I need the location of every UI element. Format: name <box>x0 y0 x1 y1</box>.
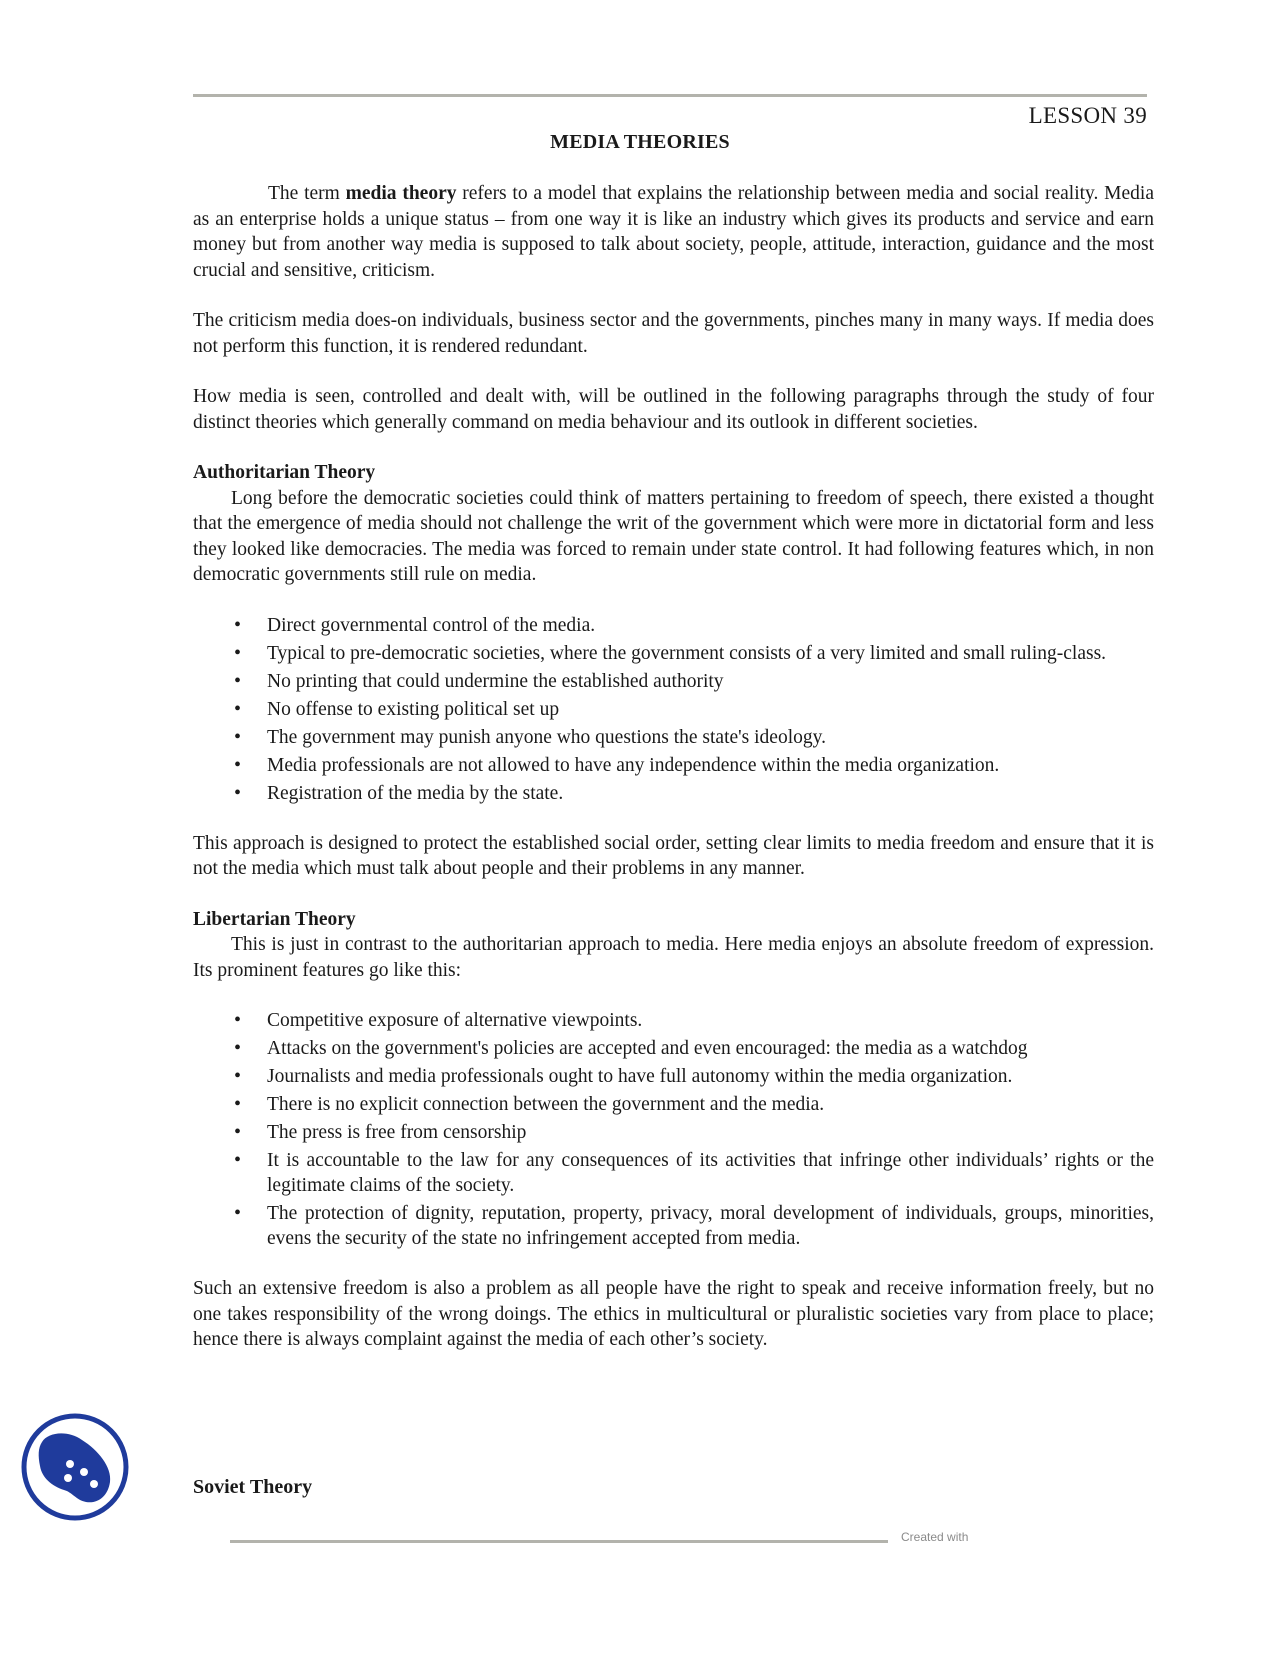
list-item: • Attacks on the government's policies are accepted and even encouraged: the media as a watchdog <box>193 1036 1154 1061</box>
top-rule <box>193 94 1147 97</box>
bottom-rule <box>230 1540 888 1543</box>
page-title: MEDIA THEORIES <box>550 131 730 153</box>
logo-icon <box>20 1412 130 1522</box>
term-media-theory: media theory <box>345 183 457 204</box>
libertarian-features-list <box>193 1008 1154 1251</box>
list-item: • The press is free from censorship <box>193 1120 1154 1145</box>
list-item: • No offense to existing political set up <box>193 697 1154 722</box>
authoritarian-paragraph: Long before the democratic societies could think of matters pertaining to freedom of speech, there existed a thought that the emergence of media should not challenge the writ of the government which were more in dictatorial form and less they looked like democracies. The media was forced to remain under state control. It had following features which, in non democratic governments still rule on media. <box>193 487 1154 585</box>
intro-paragraph-1: The term media theory refers to a model that explains the relationship between media and social reality. Media as an enterprise holds a unique status – from one way it is like an industry which gives its products and service and earn money but from another way media is supposed to talk about society, people, attitude, interaction, guidance and the most crucial and sensitive, criticism. <box>193 183 1154 281</box>
list-item: • Media professionals are not allowed to have any independence within the media organization. <box>193 753 1154 778</box>
list-item: • Journalists and media professionals ought to have full autonomy within the media organization. <box>193 1064 1154 1089</box>
list-item: • Registration of the media by the state. <box>193 781 1154 806</box>
lesson-number: LESSON 39 <box>1028 103 1147 128</box>
created-with-label: Created with <box>901 1530 969 1544</box>
list-item: • It is accountable to the law for any consequences of its activities that infringe other individuals’ rights or the legitimate claims of the society. <box>193 1148 1154 1198</box>
authoritarian-heading: Authoritarian Theory <box>193 462 376 483</box>
document-body <box>193 181 1154 1353</box>
libertarian-heading: Libertarian Theory <box>193 908 356 930</box>
list-item: • Direct governmental control of the media. <box>193 613 1154 638</box>
list-item: • No printing that could undermine the established authority <box>193 669 1154 694</box>
libertarian-closing: Such an extensive freedom is also a problem as all people have the right to speak and receive information freely, but no one takes responsibility of the wrong doings. The ethics in multicultural or pluralistic societies vary from place to place; hence there is always complaint against the media of each other’s society. <box>193 1278 1154 1350</box>
libertarian-paragraph: This is just in contrast to the authoritarian approach to media. Here media enjoys an absolute freedom of expression. Its prominent features go like this: <box>193 934 1154 981</box>
intro-paragraph-2: The criticism media does-on individuals, business sector and the governments, pinches many in many ways. If media does not perform this function, it is rendered redundant. <box>193 310 1154 357</box>
authoritarian-closing: This approach is designed to protect the established social order, setting clear limits to media freedom and ensure that it is not the media which must talk about people and their problems in any manner. <box>193 832 1154 879</box>
list-item: • The protection of dignity, reputation, property, privacy, moral development of individuals, groups, minorities, evens the security of the state no infringement accepted from media. <box>193 1201 1154 1251</box>
list-item: • There is no explicit connection between the government and the media. <box>193 1092 1154 1117</box>
soviet-heading: Soviet Theory <box>193 1476 313 1498</box>
list-item: • Competitive exposure of alternative viewpoints. <box>193 1008 1154 1033</box>
list-item: • Typical to pre-democratic societies, where the government consists of a very limited and small ruling-class. <box>193 641 1154 666</box>
list-item: • The government may punish anyone who questions the state's ideology. <box>193 725 1154 750</box>
intro-paragraph-3: How media is seen, controlled and dealt with, will be outlined in the following paragraphs through the study of four distinct theories which generally command on media behaviour and its outlook in different societies. <box>193 386 1154 433</box>
authoritarian-features-list <box>193 613 1154 806</box>
